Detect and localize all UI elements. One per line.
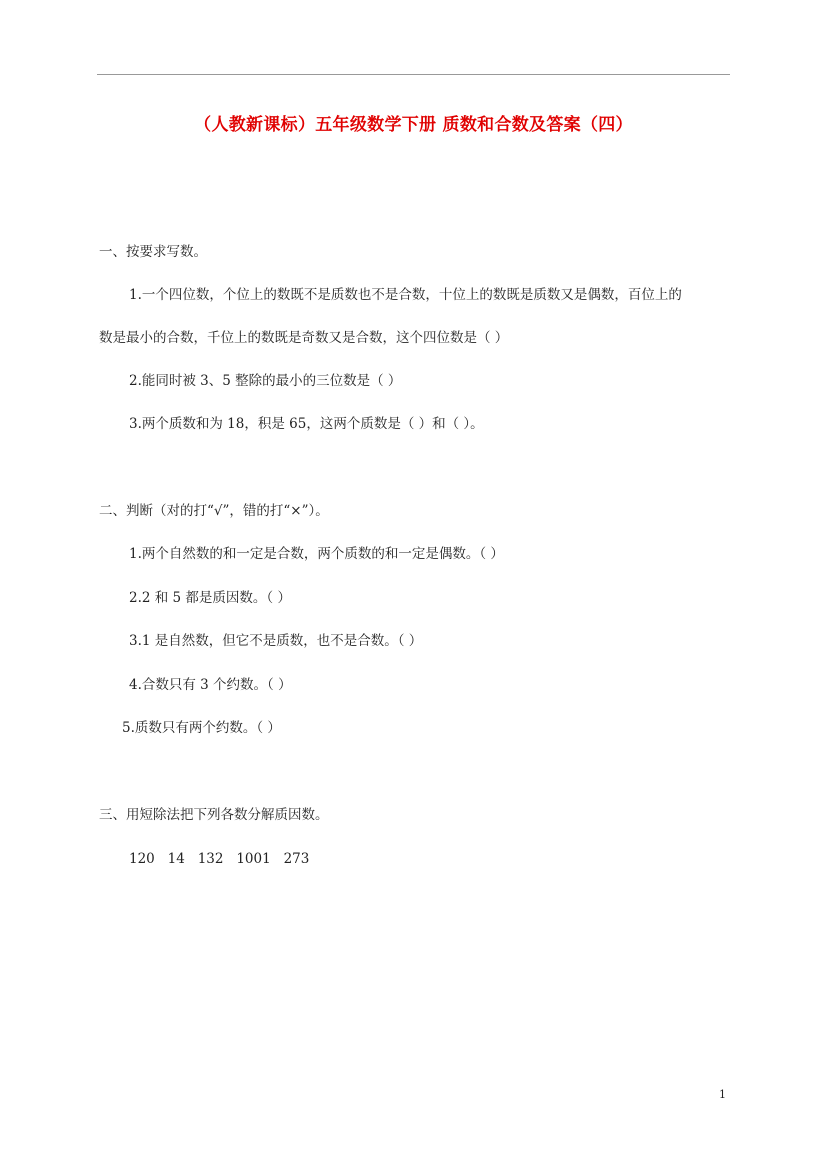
section-2-question-5: 5.质数只有两个约数。（ ） — [122, 720, 281, 736]
section-1-question-1-line-1: 1.一个四位数，个位上的数既不是质数也不是合数，十位上的数既是质数又是偶数，百位上的 — [129, 287, 682, 303]
section-2-question-4: 4.合数只有 3 个约数。（ ） — [129, 677, 292, 693]
section-1-heading: 一、按要求写数。 — [99, 244, 207, 260]
section-2-question-2: 2.2 和 5 都是质因数。（ ） — [129, 590, 291, 606]
page-number: 1 — [719, 1088, 726, 1101]
section-2-question-1: 1.两个自然数的和一定是合数，两个质数的和一定是偶数。（ ） — [129, 546, 504, 562]
section-1-question-3: 3.两个质数和为 18，积是 65，这两个质数是（ ）和（ ）。 — [129, 416, 484, 432]
section-1-question-2: 2.能同时被 3、5 整除的最小的三位数是（ ） — [129, 373, 402, 389]
section-3-heading: 三、用短除法把下列各数分解质因数。 — [99, 807, 329, 823]
header-rule — [97, 74, 730, 75]
section-1-question-1-line-2: 数是最小的合数，千位上的数既是奇数又是合数，这个四位数是（ ） — [99, 330, 509, 346]
section-2-heading: 二、判断（对的打“√”，错的打“×”）。 — [99, 503, 329, 519]
section-3-numbers: 120 14 132 1001 273 — [129, 851, 310, 867]
section-2-question-3: 3.1 是自然数，但它不是质数，也不是合数。（ ） — [129, 633, 423, 649]
document-title: （人教新课标）五年级数学下册 质数和合数及答案（四） — [194, 115, 633, 135]
